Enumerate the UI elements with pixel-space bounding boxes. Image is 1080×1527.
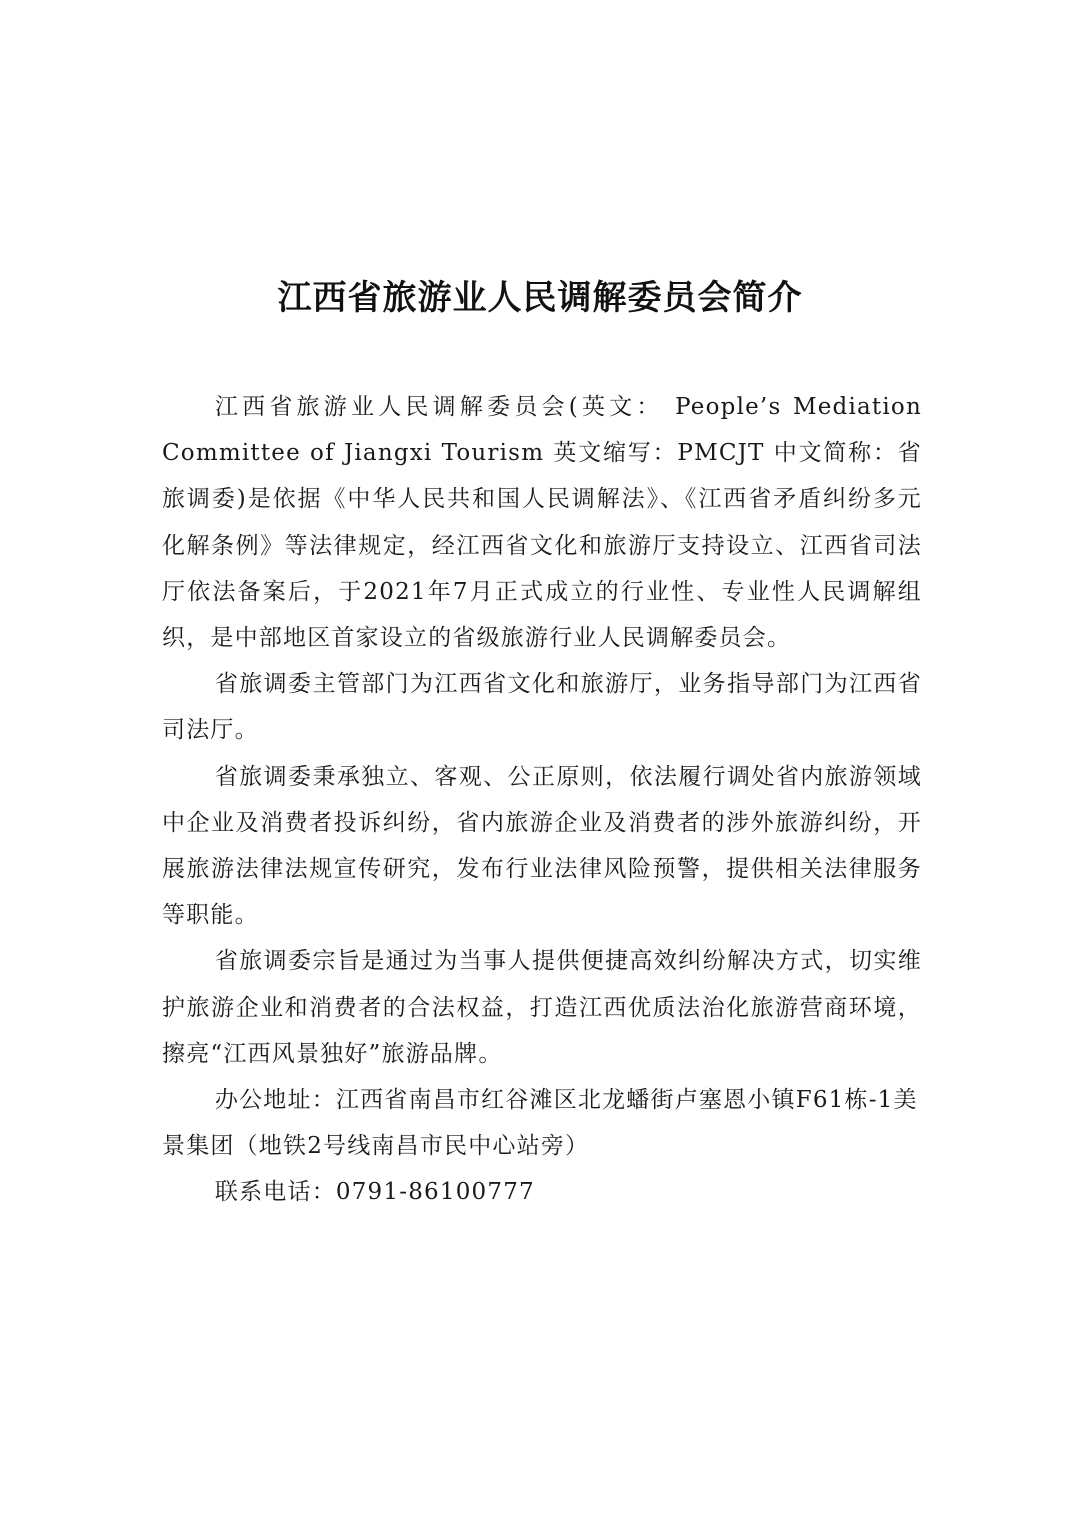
paragraph-introduction: 江西省旅游业人民调解委员会(英文： People’s Mediation Committee of Jiangxi Tourism 英文缩写：PMCJT 中文简称：省旅调委)是依据《中华人民共和国人民调解法》、《江西省矛盾纠纷多元化解条例》等法律规定，经江西省文化和旅游厅支持设立、江西省司法厅依法备案后，于2021年7月正式成立的行业性、专业性人民调解组织，是中部地区首家设立的省级旅游行业人民调解委员会。 (162, 394, 922, 652)
contact-phone: 联系电话：0791-86100777 (214, 1179, 535, 1206)
paragraph-functions: 省旅调委秉承独立、客观、公正原则，依法履行调处省内旅游领域中企业及消费者投诉纠纷，省内旅游企业及消费者的涉外旅游纠纷，开展旅游法律法规宣传研究，发布行业法律风险预警，提供相关法律服务等职能。 (162, 763, 922, 929)
office-address: 办公地址：江西省南昌市红谷滩区北龙蟠街卢塞恩小镇F61栋-1美景集团（地铁2号线南昌市民中心站旁） (162, 1087, 918, 1160)
document-title: 江西省旅游业人民调解委员会简介 (277, 278, 803, 318)
document-body (162, 384, 922, 1216)
paragraph-supervision: 省旅调委主管部门为江西省文化和旅游厅，业务指导部门为江西省司法厅。 (162, 671, 922, 744)
paragraph-purpose: 省旅调委宗旨是通过为当事人提供便捷高效纠纷解决方式，切实维护旅游企业和消费者的合法权益，打造江西优质法治化旅游营商环境，擦亮“江西风景独好”旅游品牌。 (162, 948, 922, 1067)
